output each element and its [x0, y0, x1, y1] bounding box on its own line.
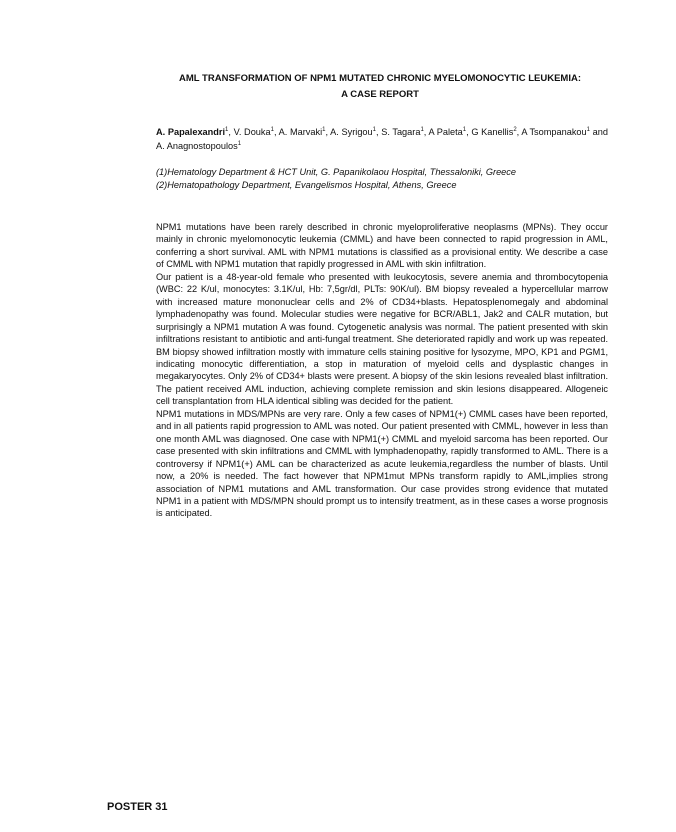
author-affiliation-mark: 1 — [586, 127, 590, 133]
abstract-title — [120, 71, 640, 103]
title-line-2: A CASE REPORT — [341, 89, 419, 100]
author-affiliation-mark: 1 — [420, 127, 424, 133]
author-name: A. Papalexandri — [156, 127, 226, 137]
affiliation-2: (2)Hematopathology Department, Evangelismos Hospital, Athens, Greece — [156, 180, 457, 190]
author-name: S. Tagara — [381, 127, 421, 137]
author-name: A Tsompanakou — [521, 127, 587, 137]
author-affiliation-mark: 1 — [322, 127, 326, 133]
affiliation-1: (1)Hematology Department & HCT Unit, G. Papanikolaou Hospital, Thessaloniki, Greece — [156, 167, 516, 177]
author-name: A. Anagnostopoulos — [156, 141, 238, 151]
author-name: A. Marvaki — [278, 127, 323, 137]
author-affiliation-mark: 1 — [225, 127, 229, 133]
author-affiliation-mark: 1 — [237, 141, 242, 147]
author-affiliation-mark: 1 — [462, 127, 467, 133]
author-affiliation-mark: 1 — [270, 127, 274, 133]
paragraph-discussion: NPM1 mutations in MDS/MPNs are very rare. Only a few cases of NPM1(+) CMML cases have been reported, and in all patients rapid progression to AML was noted. Our patient presented with CMML, however in less than one month AML was diagnosed. One case with NPM1(+) CMML and myeloid sarcoma has been reported. Our case presented with skin infiltrations and CMML with lymphadenopathy, rapidly transformed to AML. There is a controversy if NPM1(+) AML can be characterized as acute leukemia,regardless the number of blasts. Until now, a 20% is needed. The fact however that NPM1mut MPNs transform rapidly to AML,implies strong association of NPM1 mutations and AML transformation. Our case provides strong evidence that mutated NPM1 in a patient with MDS/MPN should prompt us to intensify treatment, as in these cases a worse prognosis is anticipated. — [156, 408, 608, 519]
poster-label: POSTER 31 — [107, 801, 168, 813]
paragraph-introduction: NPM1 mutations have been rarely described in chronic myeloproliferative neoplasms (MPNs). They occur mainly in chronic myelomonocytic leukemia (CMML) and have been connected to rapid progression in AML, conferring a short survival. AML with NPM1 mutations is classified as a provisional entity. We describe a case of CMML with NPM1 mutation that rapidly progressed in AML with skin infiltration. — [156, 222, 608, 270]
author-affiliation-mark: 1 — [372, 127, 376, 133]
author-affiliation-mark: 2 — [513, 127, 517, 133]
author-name: A Paleta — [428, 127, 463, 137]
author-name: G Kanellis — [471, 127, 514, 137]
abstract-body — [156, 221, 608, 520]
author-list: A. Papalexandri$^1$, V. Douka$^1$, A. Marvaki$^1$, A. Syrigou$^1$, S. Tagara$^1$, A Paleta$^1$, G Kanellis$^2$, A Tsompanakou$^1$ and A. Anagnostopoulos$^1$ — [156, 127, 608, 151]
paragraph-case: Our patient is a 48-year-old female who presented with leukocytosis, severe anemia and thrombocytopenia (WBC: 22 K/ul, monocytes: 3.1K/ul, Hb: 7,5gr/dl, PLTs: 90K/ul). BM biopsy revealed a hypercellular marrow with increased mature mononuclear cells and 2% of CD34+blasts. Hepatosplenomegaly and abdominal lymphadenopathy was found. Molecular studies were negative for BCR/ABL1, Jak2 and CALR mutation, but surprisingly a NPM1 mutation A was found. Cytogenetic analysis was normal. The patient presented with skin infiltrations resistant to antibiotic and anti-fungal treatment. She deteriorated rapidly and work up was repeated. BM biopsy showed infiltration mostly with immature cells staining positive for lysozyme, MPO, KP1 and PGM1, indicating monocytic differentiation, a stop in maturation of myeloid cells and dysplastic changes in megakaryocytes. Only 2% of CD34+ blasts were present. A biopsy of the skin lesions revealed blast infiltration. The patient received AML induction, achieving complete remission and skin lesions disappeared. Allogeneic cell transplantation from HLA identical sibling was decided for the patient. — [156, 271, 608, 407]
author-name: A. Syrigou — [330, 127, 373, 137]
title-line-1: AML TRANSFORMATION OF NPM1 MUTATED CHRONIC MYELOMONOCYTIC LEUKEMIA: — [179, 73, 581, 84]
author-name: V. Douka — [233, 127, 271, 137]
affiliation-list — [156, 166, 608, 192]
